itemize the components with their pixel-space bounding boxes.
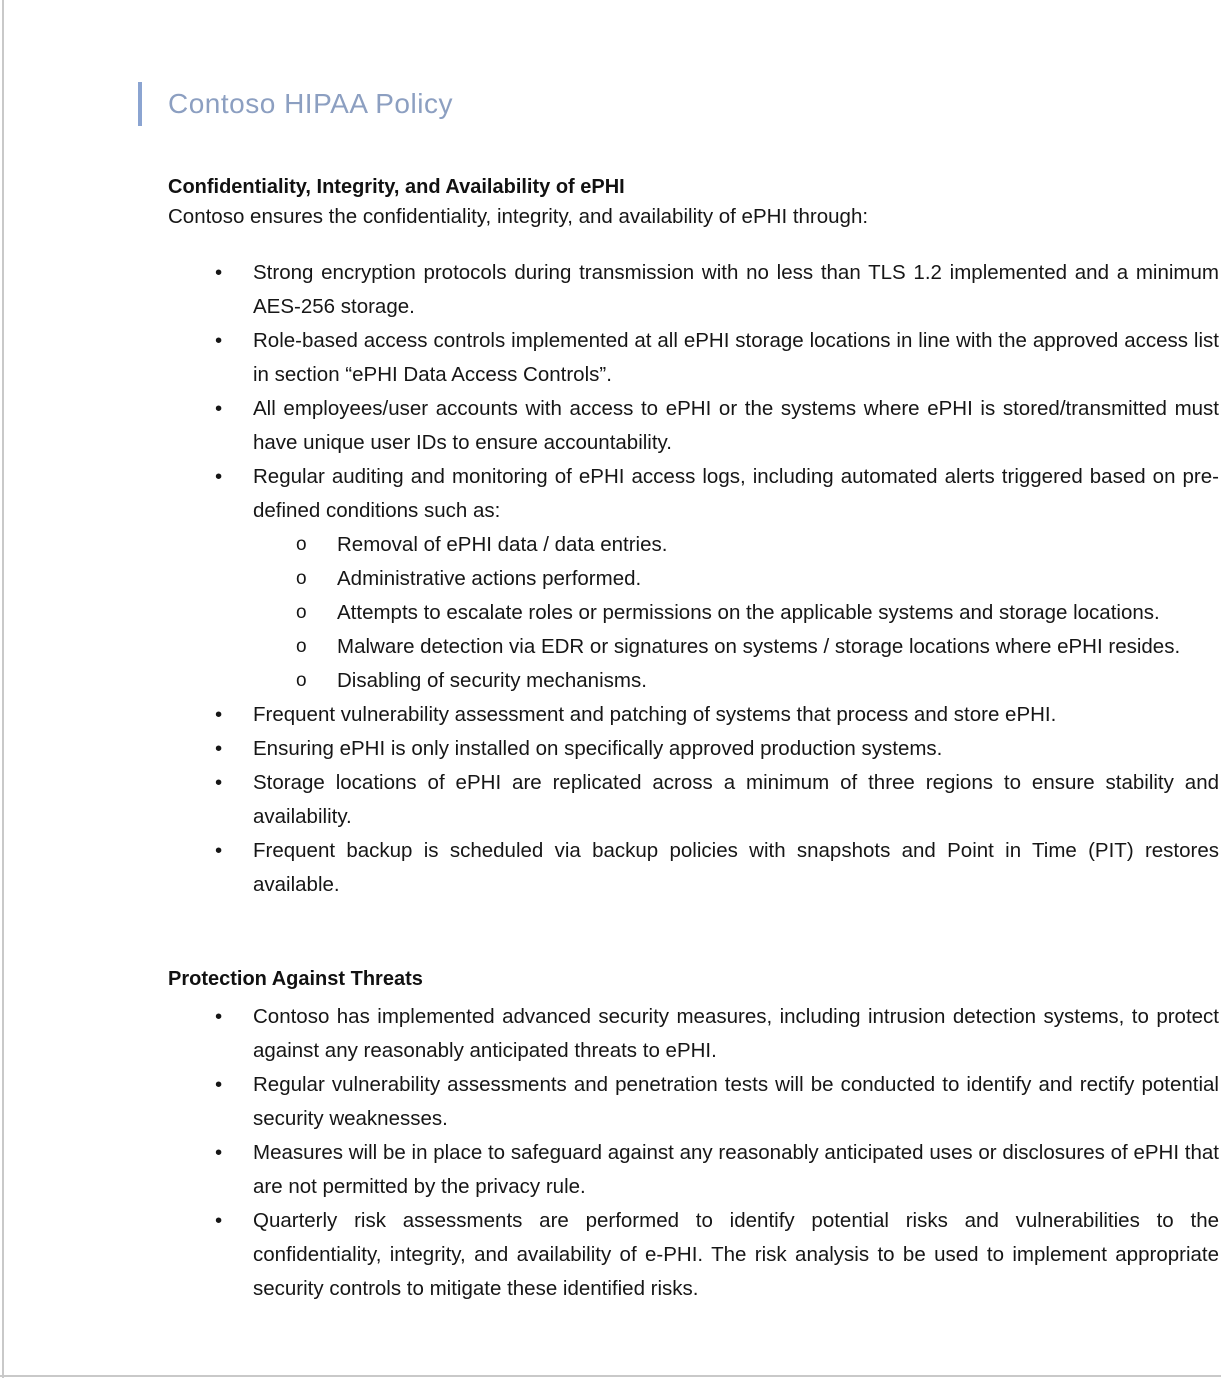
sub-bullet-text: Malware detection via EDR or signatures on systems / storage locations where ePHI resides. xyxy=(337,635,1181,658)
bullet-disc-icon: • xyxy=(215,261,223,284)
bullet-body xyxy=(253,732,1219,766)
bullet-item xyxy=(168,256,1219,324)
bullet-item xyxy=(168,766,1219,834)
bullet-item xyxy=(168,1000,1219,1068)
section-heading: Confidentiality, Integrity, and Availability of ePHI xyxy=(168,176,625,198)
bullet-item xyxy=(168,460,1219,698)
bullet-text: Frequent backup is scheduled via backup policies with snapshots and Point in Time (PIT) restores available. xyxy=(253,839,1219,896)
bullet-item xyxy=(168,834,1219,902)
bullet-text: Role-based access controls implemented at all ePHI storage locations in line with the approved access list in section “ePHI Data Access Controls”. xyxy=(253,329,1219,386)
bullet-disc-icon: • xyxy=(215,771,223,794)
bullet-body xyxy=(253,324,1219,392)
bullet-disc-icon: • xyxy=(215,1005,223,1028)
bullet-disc-icon: • xyxy=(215,1209,223,1232)
bullet-disc-icon: • xyxy=(215,397,223,420)
sub-bullet-text: Disabling of security mechanisms. xyxy=(337,669,647,692)
bullet-text: Measures will be in place to safeguard against any reasonably anticipated uses or disclosures of ePHI that are not permitted by the privacy rule. xyxy=(253,1141,1219,1198)
bullet-text: Ensuring ePHI is only installed on specifically approved production systems. xyxy=(253,737,943,760)
section-intro: Contoso ensures the confidentiality, integrity, and availability of ePHI through: xyxy=(168,205,869,228)
section-heading: Protection Against Threats xyxy=(168,968,423,990)
title-accent-bar xyxy=(138,82,142,126)
sub-bullet-item xyxy=(253,630,1219,664)
sub-bullet-item xyxy=(253,596,1219,630)
bullet-text: Quarterly risk assessments are performed to identify potential risks and vulnerabilities to the confidentiality, integrity, and availability of e-PHI. The risk analysis to be used to implement appropriate security controls to mitigate these identified risks. xyxy=(253,1209,1219,1300)
bullet-text: Regular auditing and monitoring of ePHI access logs, including automated alerts triggered based on pre-defined conditions such as: xyxy=(253,465,1219,522)
bullet-body xyxy=(253,256,1219,324)
sections-container xyxy=(168,172,1219,1306)
bullet-disc-icon: • xyxy=(215,839,223,862)
bullet-body xyxy=(253,460,1219,698)
title-block xyxy=(168,80,1219,128)
bullet-body xyxy=(253,1136,1219,1204)
bullet-circle-icon: o xyxy=(296,534,307,555)
bullet-disc-icon: • xyxy=(215,737,223,760)
bullet-circle-icon: o xyxy=(296,568,307,589)
bullet-body xyxy=(253,766,1219,834)
bullet-list xyxy=(168,256,1219,902)
bullet-item xyxy=(168,1204,1219,1306)
sub-bullet-item xyxy=(253,562,1219,596)
document-title: Contoso HIPAA Policy xyxy=(168,88,453,119)
bullet-text: Frequent vulnerability assessment and patching of systems that process and store ePHI. xyxy=(253,703,1057,726)
bullet-body xyxy=(253,392,1219,460)
sub-bullet-item xyxy=(253,664,1219,698)
sub-bullet-text: Attempts to escalate roles or permissions on the applicable systems and storage locations. xyxy=(337,601,1160,624)
bullet-text: Strong encryption protocols during transmission with no less than TLS 1.2 implemented and a minimum AES-256 storage. xyxy=(253,261,1219,318)
bullet-circle-icon: o xyxy=(296,636,307,657)
bullet-body xyxy=(253,1068,1219,1136)
page-bottom-border xyxy=(0,1375,1221,1377)
bullet-body xyxy=(253,1000,1219,1068)
bullet-text: Contoso has implemented advanced security measures, including intrusion detection systems, to protect against any reasonably anticipated threats to ePHI. xyxy=(253,1005,1219,1062)
bullet-circle-icon: o xyxy=(296,670,307,691)
bullet-item xyxy=(168,392,1219,460)
policy-section xyxy=(168,964,1219,1306)
bullet-item xyxy=(168,732,1219,766)
bullet-body xyxy=(253,834,1219,902)
bullet-body xyxy=(253,698,1219,732)
bullet-disc-icon: • xyxy=(215,703,223,726)
bullet-item xyxy=(168,1136,1219,1204)
sub-bullet-text: Removal of ePHI data / data entries. xyxy=(337,533,668,556)
bullet-item xyxy=(168,1068,1219,1136)
bullet-text: Regular vulnerability assessments and penetration tests will be conducted to identify and rectify potential security weaknesses. xyxy=(253,1073,1219,1130)
bullet-list xyxy=(168,1000,1219,1306)
bullet-circle-icon: o xyxy=(296,602,307,623)
sub-bullet-item xyxy=(253,528,1219,562)
bullet-text: All employees/user accounts with access to ePHI or the systems where ePHI is stored/transmitted must have unique user IDs to ensure accountability. xyxy=(253,397,1219,454)
bullet-item xyxy=(168,324,1219,392)
bullet-disc-icon: • xyxy=(215,1141,223,1164)
sub-bullet-text: Administrative actions performed. xyxy=(337,567,642,590)
sub-bullet-list xyxy=(253,528,1219,698)
bullet-disc-icon: • xyxy=(215,465,223,488)
bullet-disc-icon: • xyxy=(215,329,223,352)
bullet-disc-icon: • xyxy=(215,1073,223,1096)
bullet-item xyxy=(168,698,1219,732)
policy-section xyxy=(168,172,1219,902)
bullet-text: Storage locations of ePHI are replicated across a minimum of three regions to ensure stability and availability. xyxy=(253,771,1219,828)
bullet-body xyxy=(253,1204,1219,1306)
